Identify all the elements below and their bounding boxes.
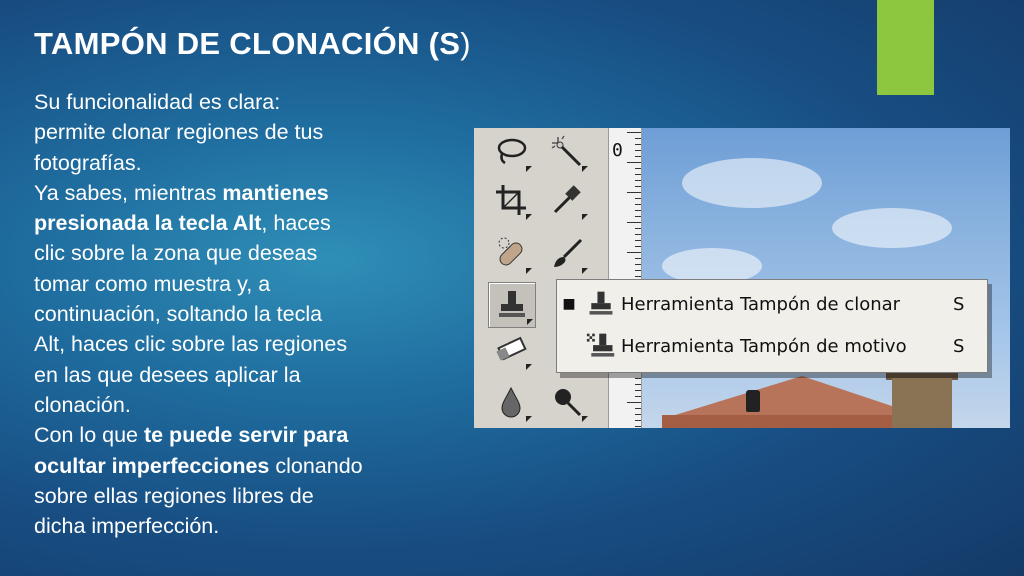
submenu-triangle-icon <box>582 416 588 422</box>
ruler-tick <box>627 162 641 163</box>
ruler-tick <box>635 240 641 241</box>
cloud <box>682 158 822 208</box>
submenu-triangle-icon <box>582 268 588 274</box>
dodge-icon <box>550 385 584 419</box>
cloud <box>832 208 952 248</box>
body-paragraph <box>34 87 464 178</box>
eyedropper-tool[interactable] <box>544 178 590 222</box>
accent-bar <box>877 0 934 95</box>
body-text-segment: fotografías. <box>34 150 142 175</box>
body-text-segment: Su funcionalidad es clara: <box>34 90 281 114</box>
body-text-segment: permite clonar regiones de tus <box>34 120 324 145</box>
ruler-tick <box>635 186 641 187</box>
ruler-tick <box>627 402 641 403</box>
body-text-segment: , haces clic sobre la zona que deseas tomar como muestra y, a continuación, soltando la tecla Alt, haces clic sobre las regiones en las que desees aplicar la clonación. <box>34 211 348 417</box>
slide-title-paren: ) <box>460 26 471 61</box>
photoshop-screenshot <box>474 128 1010 428</box>
ruler-tick <box>635 414 641 415</box>
crop-tool[interactable] <box>488 178 534 222</box>
body-text-segment: Con lo que <box>34 423 144 448</box>
flyout-item-clone-stamp[interactable] <box>557 284 987 324</box>
ruler-tick <box>627 222 641 223</box>
ruler-tick <box>635 246 641 247</box>
slide-title <box>34 26 471 62</box>
ruler-tick <box>635 198 641 199</box>
submenu-triangle-icon <box>582 214 588 220</box>
ruler-tick <box>635 210 641 211</box>
clone-stamp-tool[interactable] <box>488 282 536 328</box>
eraser-tool[interactable] <box>488 328 534 372</box>
ruler-tick <box>635 276 641 277</box>
selected-bullet-icon: ■ <box>562 296 576 312</box>
ruler-tick <box>635 228 641 229</box>
lasso-tool[interactable] <box>488 130 534 174</box>
ruler-tick <box>635 396 641 397</box>
ruler-tick <box>635 420 641 421</box>
ruler-tick <box>635 180 641 181</box>
ruler-tick <box>635 204 641 205</box>
ruler-tick <box>635 426 641 427</box>
eyedropper-icon <box>550 183 584 217</box>
magic-wand-tool[interactable] <box>544 130 590 174</box>
stamp-icon <box>495 288 529 322</box>
shortcut-key: S <box>953 293 965 315</box>
flyout-item-label: Herramienta Tampón de clonar <box>621 293 901 315</box>
ruler-tick <box>635 174 641 175</box>
ruler-tick <box>635 138 641 139</box>
ruler-tick <box>635 144 641 145</box>
toolbox-panel <box>474 128 608 428</box>
stamp-tool-flyout-menu <box>556 279 988 373</box>
ruler-tick <box>635 216 641 217</box>
body-text-segment: clonando sobre ellas regiones libres de dicha imperfección. <box>34 453 363 539</box>
ruler-zero-label: 0 <box>612 140 623 161</box>
ruler-tick <box>635 264 641 265</box>
street-lamp <box>746 390 760 412</box>
body-paragraph <box>34 178 464 420</box>
submenu-triangle-icon <box>526 166 532 172</box>
ruler-tick <box>635 156 641 157</box>
ruler-tick <box>627 132 641 133</box>
ruler-tick <box>635 270 641 271</box>
lasso-icon <box>494 135 528 169</box>
magic-wand-icon <box>550 135 584 169</box>
brush-icon <box>550 237 584 271</box>
brush-tool[interactable] <box>544 232 590 276</box>
ruler-tick <box>635 384 641 385</box>
ruler-tick <box>635 150 641 151</box>
ruler-tick <box>635 168 641 169</box>
dodge-tool[interactable] <box>544 380 590 424</box>
stone-tower <box>892 378 952 428</box>
ruler-tick <box>635 234 641 235</box>
bandage-icon <box>494 237 528 271</box>
ruler-tick <box>635 378 641 379</box>
healing-brush-tool[interactable] <box>488 232 534 276</box>
body-text <box>34 87 464 541</box>
flyout-item-pattern-stamp[interactable] <box>557 326 987 366</box>
submenu-triangle-icon <box>582 166 588 172</box>
ruler-tick <box>627 252 641 253</box>
vertical-ruler <box>608 128 642 428</box>
submenu-triangle-icon <box>526 364 532 370</box>
shortcut-key: S <box>953 335 965 357</box>
submenu-triangle-icon <box>526 268 532 274</box>
submenu-triangle-icon <box>526 214 532 220</box>
eraser-icon <box>494 333 528 367</box>
submenu-triangle-icon <box>527 319 533 325</box>
photo-canvas <box>642 128 1010 428</box>
pattern-stamp-icon <box>586 331 616 361</box>
ruler-tick <box>635 258 641 259</box>
ruler-tick <box>635 390 641 391</box>
slide-title-main: TAMPÓN DE CLONACIÓN (S <box>34 26 461 61</box>
blur-tool[interactable] <box>488 380 534 424</box>
roof-shape <box>672 376 922 416</box>
drop-icon <box>494 385 528 419</box>
body-paragraph <box>34 420 464 541</box>
flyout-item-label: Herramienta Tampón de motivo <box>621 335 907 357</box>
submenu-triangle-icon <box>526 416 532 422</box>
crop-icon <box>494 183 528 217</box>
clone-stamp-icon <box>586 289 616 319</box>
ruler-tick <box>627 192 641 193</box>
bold-text: mantienes presionada la tecla Alt <box>34 180 329 236</box>
body-text-segment: Ya sabes, mientras <box>34 180 223 205</box>
bold-text: te puede servir para ocultar imperfecciones <box>34 423 349 478</box>
ruler-tick <box>635 408 641 409</box>
